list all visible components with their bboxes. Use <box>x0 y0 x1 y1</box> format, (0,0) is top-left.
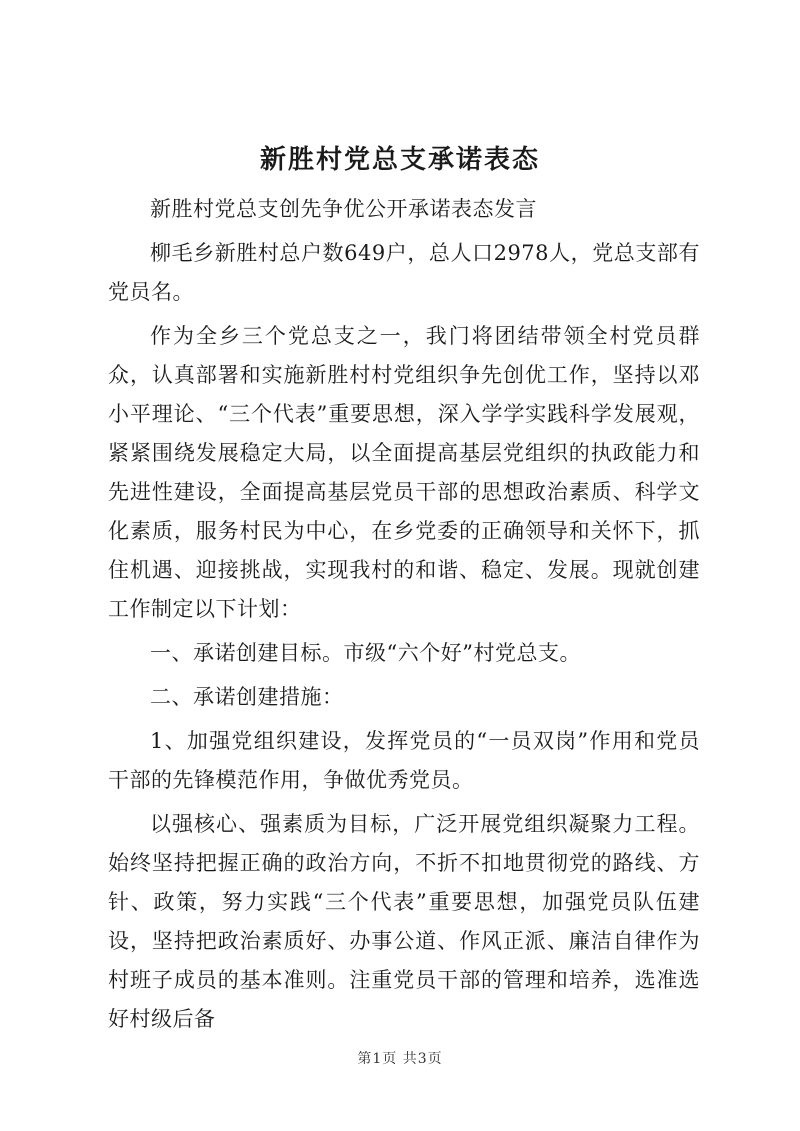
paragraph-goal: 一、承诺创建目标。市级“六个好”村党总支。 <box>150 641 581 665</box>
paragraph-commitment-intro: 作为全乡三个党总支之一，我门将团结带领全村党员群众，认真部署和实施新胜村村党组织争先创优工作，坚持以邓小平理论、“三个代表”重要思想，深入学学实践科学发展观，紧紧围绕发展稳定大局，以全面提高基层党组织的执政能力和先进性建设，全面提高基层党员干部的思想政治素质、科学文化素质，服务村民为中心，在乡党委的正确领导和关怀下，抓住机遇、迎接挑战，实现我村的和谐、稳定、发展。现就创建工作制定以下计划： <box>108 324 700 621</box>
paragraph-village-stats: 柳毛乡新胜村总户数649户，总人口2978人，党总支部有党员名。 <box>108 241 700 304</box>
paragraph-subtitle: 新胜村党总支创先争优公开承诺表态发言 <box>150 197 537 221</box>
paragraph-measure-1: 1、加强党组织建设，发挥党员的“一员双岗”作用和党员干部的先锋模范作用，争做优秀党员。 <box>108 729 700 792</box>
page-footer: 第1页 共3页 <box>357 1051 443 1067</box>
document-title: 新胜村党总支承诺表态 <box>259 145 540 175</box>
document-body <box>108 190 700 1044</box>
paragraph-measures-heading: 二、承诺创建措施： <box>150 685 344 709</box>
paragraph-measure-1-detail: 以强核心、强素质为目标，广泛开展党组织凝聚力工程。始终坚持把握正确的政治方向，不折不扣地贯彻党的路线、方针、政策，努力实践“三个代表”重要思想，加强党员队伍建设，坚持把政治素质好、办事公道、作风正派、廉洁自律作为村班子成员的基本准则。注重党员干部的管理和培养，选准选好村级后备 <box>108 812 700 1031</box>
